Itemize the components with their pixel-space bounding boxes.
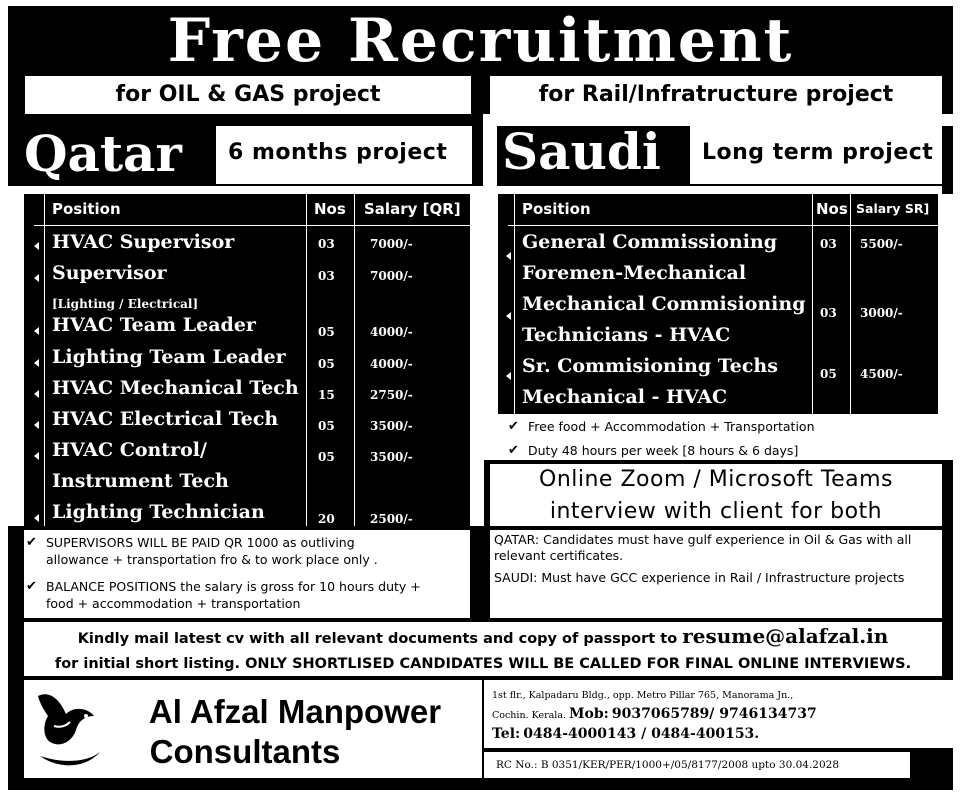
dove-logo-icon [30,686,106,774]
qatar-row-2-sub: [Lighting / Electrical] [52,297,199,311]
qatar-row-4-position: Lighting Team Leader [52,346,286,368]
check-icon: ✔ [508,419,519,434]
saudi-duration: Long term project [690,126,942,184]
saudi-row-3-line2: Mechanical - HVAC [522,386,728,408]
saudi-row-3-salary: 4500/- [860,367,903,381]
benefit-item: ✔ Free food + Accommodation + Transportation [508,419,815,434]
online-line1: Online Zoom / Microsoft Teams [539,467,893,492]
qatar-row-5-salary: 2750/- [370,388,413,402]
qatar-positions-table [24,194,470,526]
rc-number: RC No.: B 0351/KER/PER/1000+/05/8177/2008 upto 30.04.2028 [484,752,910,778]
qatar-note-2: ✔ BALANCE POSITIONS the salary is gross for 10 hours duty + food + accommodation + transportation [26,579,421,611]
qatar-row-6-nos: 05 [318,419,335,433]
qatar-row-1-position: HVAC Supervisor [52,231,235,253]
online-interview-notice [490,464,942,526]
qatar-row-2-salary: 7000/- [370,269,413,283]
check-icon: ✔ [508,443,519,458]
saudi-row-2-salary: 3000/- [860,306,903,320]
qatar-row-4-salary: 4000/- [370,357,413,371]
qatar-row-2-nos: 03 [318,269,335,283]
requirements [490,530,942,618]
qatar-row-3-salary: 4000/- [370,325,413,339]
qatar-row-7-nos: 05 [318,450,335,464]
online-line2: interview with client for both [549,499,883,524]
recruitment-poster [8,6,953,790]
saudi-row-1-line1: General Commissioning [522,231,778,253]
qatar-row-6-position: HVAC Electrical Tech [52,408,279,430]
mobile-numbers[interactable]: 9037065789/ 9746134737 [611,706,817,722]
qatar-row-4-nos: 05 [318,357,335,371]
check-icon: ✔ [26,579,37,594]
qatar-row-5-nos: 15 [318,388,335,402]
company-name-line1: Al Afzal Manpower [148,693,442,730]
saudi-country: Saudi [502,122,661,181]
company-name-line2: Consultants [149,733,341,770]
qatar-row-7-position-line2: Instrument Tech [52,470,229,492]
check-icon: ✔ [26,535,37,550]
qatar-row-3-nos: 05 [318,325,335,339]
qatar-row-8-position: Lighting Technician [52,501,265,523]
mail-instruction: Kindly mail latest cv with all relevant documents and copy of passport to [77,631,683,647]
company-block [24,680,482,778]
address-city: Cochin. Kerala. [492,710,567,721]
qatar-notes [24,530,470,618]
poster-title: Free Recruitment [167,6,794,76]
contact-details [484,680,953,748]
saudi-row-2-line1: Mechanical Commisioning [522,293,806,315]
qatar-country: Qatar [24,124,182,183]
saudi-row-1-salary: 5500/- [860,237,903,251]
saudi-project-label: for Rail/Infratructure project [490,76,942,114]
qatar-header-nos: Nos [314,200,346,218]
saudi-row-1-line2: Foremen-Mechanical [522,262,747,284]
qatar-row-7-salary: 3500/- [370,450,413,464]
qatar-header-position: Position [52,200,121,218]
saudi-benefits [484,414,953,460]
qatar-row-5-position: HVAC Mechanical Tech [52,377,299,399]
qatar-row-1-nos: 03 [318,237,335,251]
saudi-header-position: Position [522,200,591,218]
qatar-row-2-position: Supervisor [52,262,167,284]
address-line: 1st flr., Kalpadaru Bldg., opp. Metro Pillar 765, Manorama Jn., [492,690,794,701]
saudi-row-3-nos: 05 [820,367,837,381]
qatar-row-3-position: HVAC Team Leader [52,314,256,336]
email-link[interactable]: resume@alafzal.in [682,624,889,648]
qatar-row-1-salary: 7000/- [370,237,413,251]
shortlist-note: for initial short listing. ONLY SHORTLISED CANDIDATES WILL BE CALLED FOR FINAL ONLINE INTERVIEWS. [54,656,912,672]
saudi-row-2-nos: 03 [820,306,837,320]
benefit-item: ✔ Duty 48 hours per week [8 hours & 6 days] [508,443,799,458]
qatar-row-7-position: HVAC Control/ [52,439,207,461]
application-instructions [24,622,942,676]
qatar-row-8-nos: 20 [318,512,335,526]
saudi-row-2-line2: Technicians - HVAC [522,324,731,346]
qatar-row-6-salary: 3500/- [370,419,413,433]
telephone-numbers[interactable]: 0484-4000143 / 0484-400153. [523,726,760,742]
qatar-duration: 6 months project [216,126,472,184]
qatar-row-8-salary: 2500/- [370,512,413,526]
saudi-requirement: SAUDI: Must have GCC experience in Rail / Infrastructure projects [494,570,905,585]
qatar-requirement: QATAR: Candidates must have gulf experience in Oil & Gas with all relevant certificates. [494,532,912,563]
qatar-header-salary: Salary [QR] [364,200,461,218]
qatar-note-1: ✔ SUPERVISORS WILL BE PAID QR 1000 as outliving allowance + transportation fro & to work place only . [26,535,378,567]
tel-label: Tel: [492,726,521,742]
saudi-row-3-line1: Sr. Commisioning Techs [522,355,778,377]
saudi-header-salary: Salary SR] [856,201,930,216]
saudi-header-nos: Nos [816,200,848,218]
mob-label: Mob: [569,706,609,722]
saudi-row-1-nos: 03 [820,237,837,251]
qatar-project-label: for OIL & GAS project [25,76,471,114]
saudi-positions-table [498,194,938,414]
